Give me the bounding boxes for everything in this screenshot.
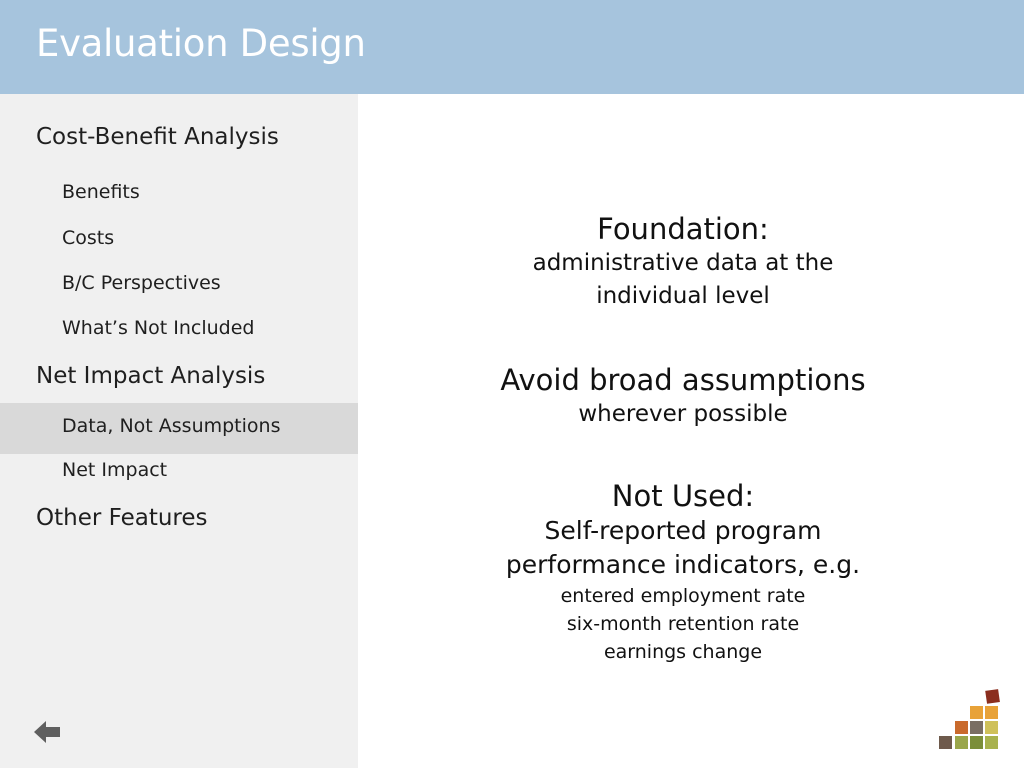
sidebar-item-costs[interactable]	[0, 220, 358, 260]
sidebar-item-label: Net Impact Analysis	[36, 363, 266, 389]
sidebar-item-benefits[interactable]	[0, 174, 358, 214]
mosaic-logo-icon	[936, 688, 1002, 754]
not-used-item: six-month retention rate	[566, 613, 800, 635]
sidebar-item-net-impact-analysis[interactable]	[0, 356, 358, 404]
sidebar-item-label: Net Impact	[62, 459, 168, 481]
not-used-item: entered employment rate	[560, 585, 806, 607]
foundation-heading: Foundation:	[597, 212, 769, 246]
header-bar	[0, 0, 1024, 94]
avoid-block	[358, 362, 1008, 431]
avoid-heading: Avoid broad assumptions	[500, 363, 866, 397]
sidebar-item-label: What’s Not Included	[62, 317, 255, 339]
sidebar-item-net-impact[interactable]	[0, 454, 358, 494]
not-used-block	[358, 478, 1008, 666]
sidebar-item-label: B/C Perspectives	[62, 272, 221, 294]
sidebar-item-bc-perspectives[interactable]	[0, 266, 358, 306]
main-content	[358, 94, 1024, 768]
not-used-line-2: performance indicators, e.g.	[505, 550, 861, 579]
arrow-left-icon	[30, 714, 66, 750]
sidebar-item-label: Benefits	[62, 181, 140, 203]
sidebar-item-label: Other Features	[36, 505, 208, 531]
back-button[interactable]	[30, 714, 66, 750]
sidebar-item-cost-benefit-analysis[interactable]	[0, 116, 358, 164]
sidebar-item-data-not-assumptions[interactable]	[0, 403, 358, 454]
not-used-heading: Not Used:	[611, 479, 755, 513]
sidebar-item-label: Data, Not Assumptions	[62, 415, 281, 437]
not-used-line-1: Self-reported program	[544, 516, 822, 545]
sidebar-item-label: Costs	[62, 227, 115, 249]
foundation-line-2: individual level	[596, 283, 770, 309]
sidebar-item-other-features[interactable]	[0, 498, 358, 546]
sidebar	[0, 94, 358, 768]
avoid-line-1: wherever possible	[578, 401, 788, 427]
sidebar-item-label: Cost-Benefit Analysis	[36, 124, 279, 150]
foundation-block	[358, 211, 1008, 313]
not-used-item: earnings change	[603, 641, 763, 663]
sidebar-item-whats-not-included[interactable]	[0, 311, 358, 351]
page-title: Evaluation Design	[36, 22, 366, 65]
foundation-line-1: administrative data at the	[532, 250, 834, 276]
